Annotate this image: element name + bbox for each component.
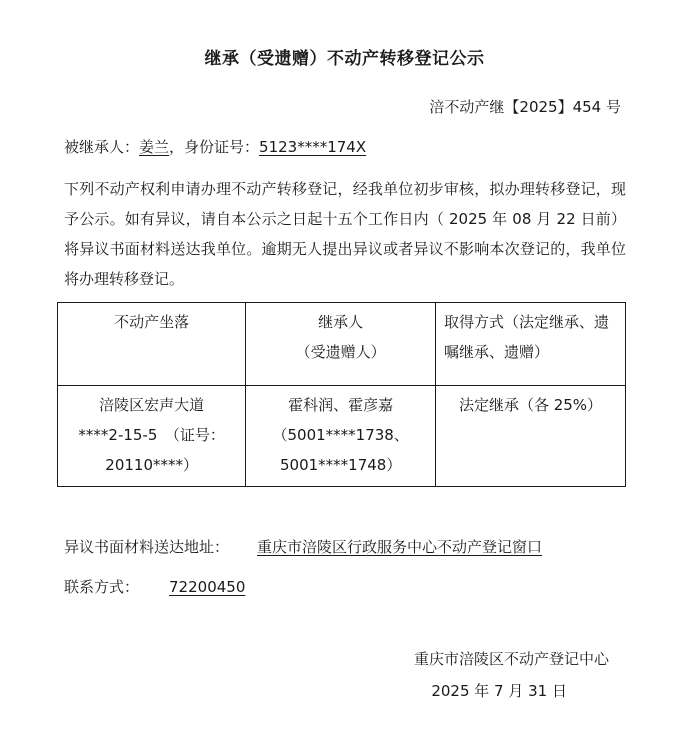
notice-title: 继承（受遗赠）不动产转移登记公示 [204,49,485,69]
issuing-organization: 重庆市涪陵区不动产登记中心 [413,650,609,668]
decedent-name: 姜兰 [139,138,170,156]
location-line1: 涪陵区宏声大道 [99,396,205,414]
decedent-id-number: 5123****174X [259,138,367,156]
cell-heirs [246,386,436,487]
document-number: 涪不动产继【2025】454 号 [429,98,621,116]
location-line2: ****2-15-5 （证号： [78,426,225,444]
decedent-label: 被继承人： [64,138,140,156]
table-row [58,386,626,487]
heirs-line2: （5001****1738、 [272,426,409,444]
location-line3: 20110****） [105,456,199,474]
property-table [57,302,626,487]
contact-info [64,576,245,597]
table-header-row [58,303,626,386]
cell-method: 法定继承（各 25%） [436,386,626,487]
contact-label: 联系方式： [64,578,140,596]
cell-location [58,386,246,487]
contact-value: 72200450 [169,578,246,596]
header-method: 取得方式（法定继承、遗嘱继承、遗赠） [436,303,626,386]
address-label: 异议书面材料送达地址： [64,538,230,556]
id-number-label: ，身份证号： [169,138,260,156]
header-heir [246,303,436,386]
header-location: 不动产坐落 [58,303,246,386]
notice-body: 下列不动产权利申请办理不动产转移登记，经我单位初步审核，拟办理转移登记，现予公示。如有异议，请自本公示之日起十五个工作日内（ 2025 年 08 月 22 日前）将异议书面材料送达我单位。逾期无人提出异议或者异议不影响本次登记的，我单位将办理转移登记。 [64,180,626,288]
heirs-line1: 霍科润、霍彦嘉 [288,396,394,414]
header-heir-line1: 继承人 [318,313,364,331]
decedent-line [64,136,366,157]
issue-date: 2025 年 7 月 31 日 [431,682,567,700]
header-heir-line2: （受遗赠人） [295,343,386,361]
heirs-line3: 5001****1748） [279,456,402,474]
address-value: 重庆市涪陵区行政服务中心不动产登记窗口 [257,538,543,556]
objection-address [64,536,542,557]
